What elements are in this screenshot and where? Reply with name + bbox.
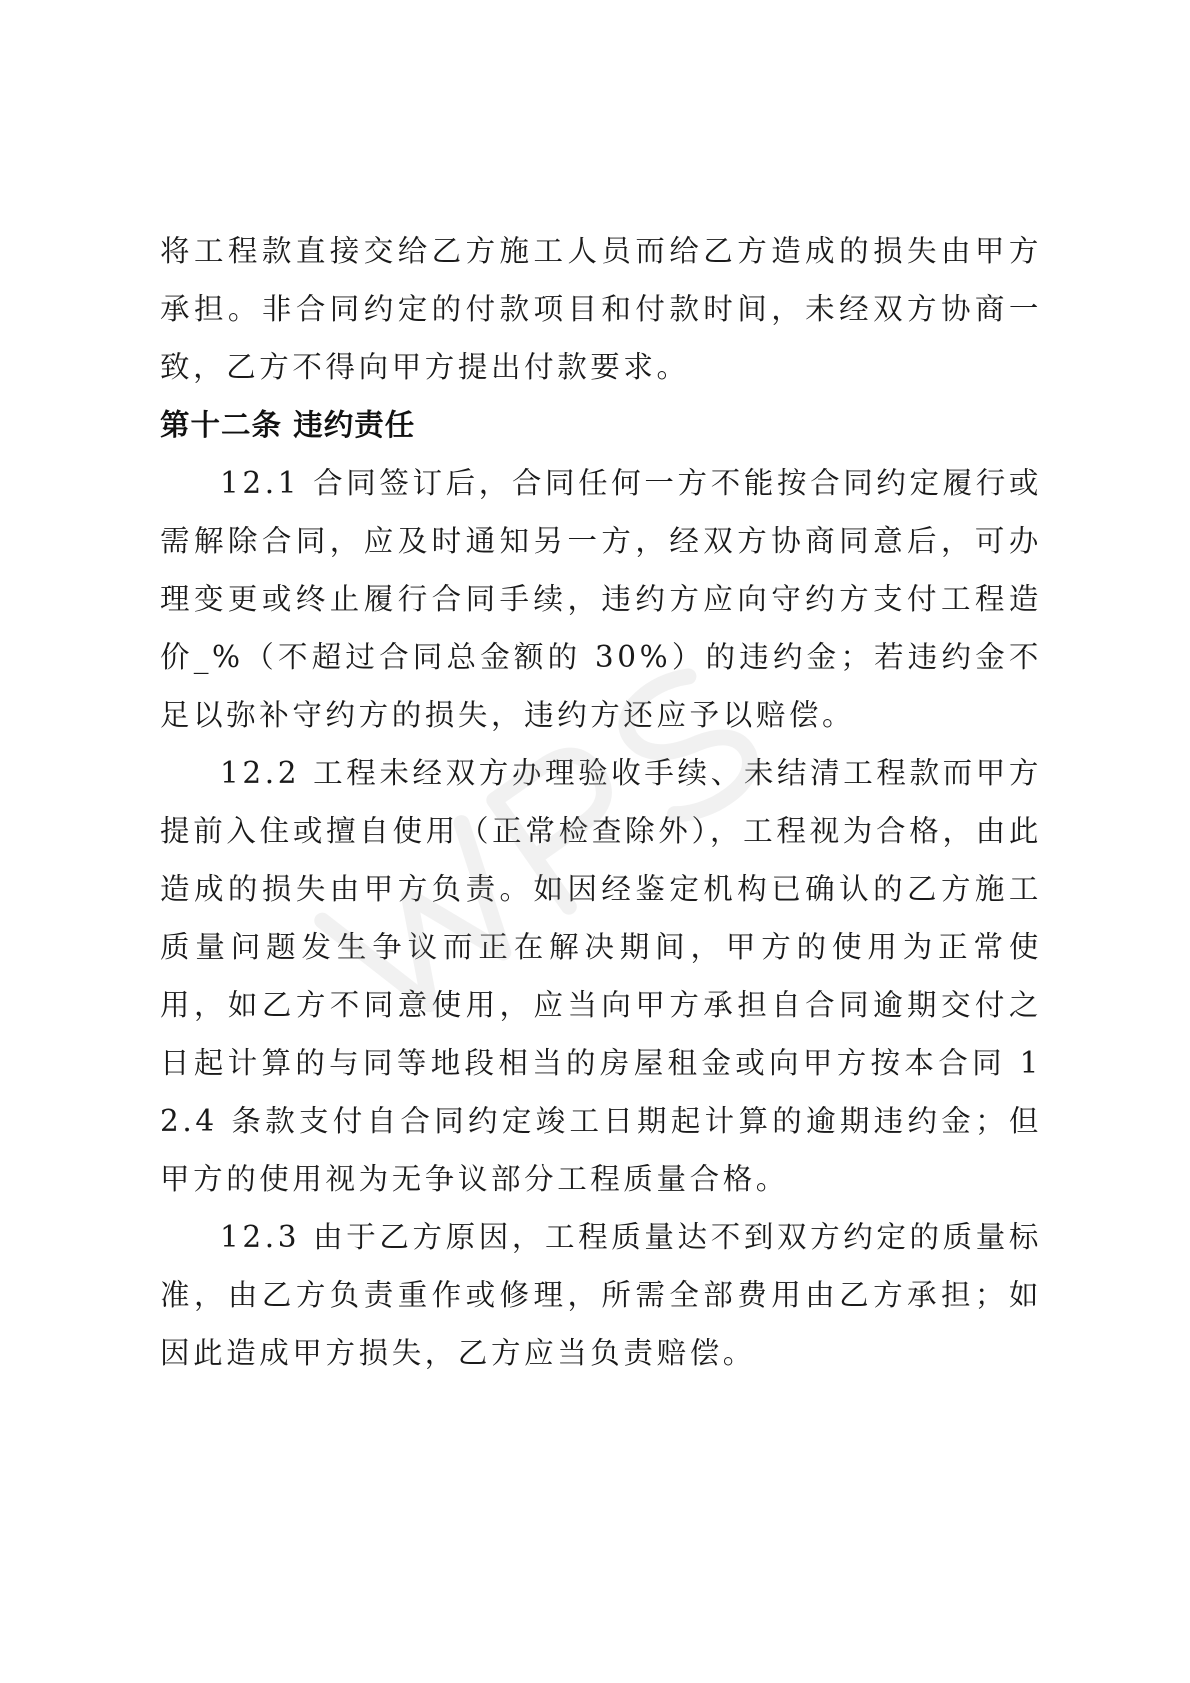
paragraph-continuation: 将工程款直接交给乙方施工人员而给乙方造成的损失由甲方承担。非合同约定的付款项目和付款时间，未经双方协商一致，乙方不得向甲方提出付款要求。 [160,234,1042,384]
clause-12-2: 12.2 工程未经双方办理验收手续、未结清工程款而甲方提前入住或擅自使用（正常检查除外），工程视为合格，由此造成的损失由甲方负责。如因经鉴定机构已确认的乙方施工质量问题发生争议而正在解决期间，甲方的使用为正常使用，如乙方不同意使用，应当向甲方承担自合同逾期交付之日起计算的与同等地段相当的房屋租金或向甲方按本合同 12.4 条款支付自合同约定竣工日期起计算的逾期违约金；但甲方的使用视为无争议部分工程质量合格。 [160,756,1042,1196]
section-heading-article-12: 第十二条 违约责任 [160,408,416,442]
document-body [160,222,1042,1382]
clause-12-1: 12.1 合同签订后，合同任何一方不能按合同约定履行或需解除合同，应及时通知另一方，经双方协商同意后，可办理变更或终止履行合同手续，违约方应向守约方支付工程造价_%（不超过合同总金额的 30%）的违约金；若违约金不足以弥补守约方的损失，违约方还应予以赔偿。 [160,466,1042,732]
clause-12-3: 12.3 由于乙方原因，工程质量达不到双方约定的质量标准，由乙方负责重作或修理，所需全部费用由乙方承担；如因此造成甲方损失，乙方应当负责赔偿。 [160,1220,1042,1370]
